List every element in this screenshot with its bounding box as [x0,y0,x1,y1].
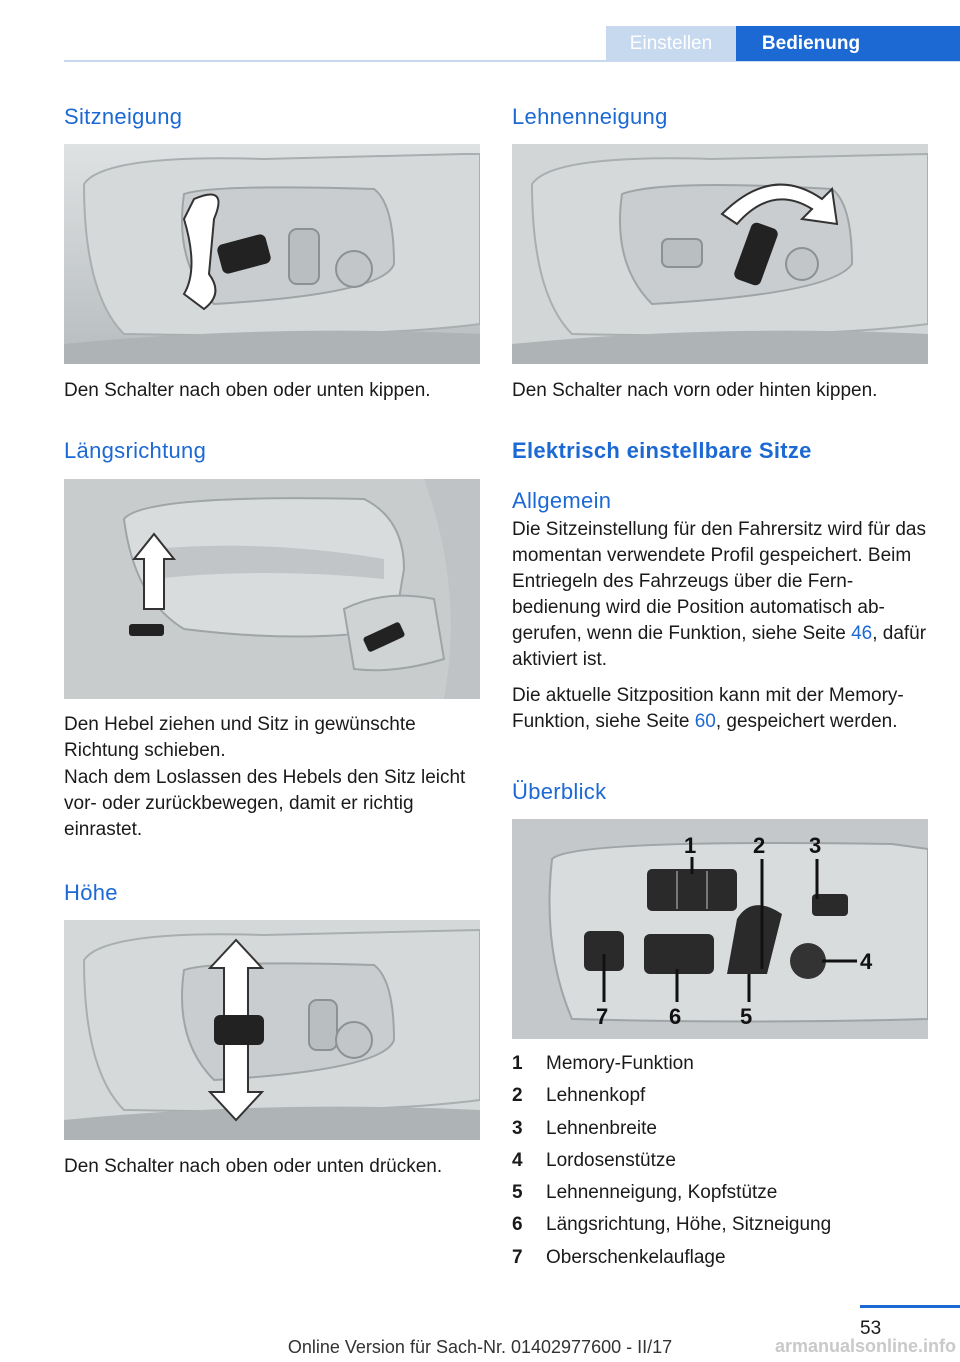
legend-number: 4 [512,1149,523,1171]
page-number: 53 [860,1318,882,1339]
allgemein-text-2a: Die aktuelle Sitzposition kann mit der Memory-Funktion, siehe Seite [512,685,904,732]
allgemein-paragraph-1 [512,517,928,673]
legend-item [512,1245,928,1277]
tab-fill [886,26,960,61]
watermark: armanualsonline.info [774,1336,956,1356]
figure-laengsrichtung [64,479,480,699]
heading-allgemein: Allgemein [512,488,612,513]
legend-number: 5 [512,1182,523,1204]
caption-sitzneigung: Den Schalter nach oben oder unten kippen. [64,380,431,401]
caption-hoehe: Den Schalter nach oben oder unten drücken. [64,1156,443,1177]
legend-number: 3 [512,1117,523,1139]
figure-sitzneigung [64,144,480,364]
tab-einstellen[interactable]: Einstellen [606,26,736,61]
laengs-paragraph-1: Den Hebel ziehen und Sitz in gewünschte Richtung schieben. [64,714,416,761]
legend-text: Lehnenneigung, Kopfstütze [546,1182,778,1204]
caption-lehnenneigung: Den Schalter nach vorn oder hinten kippen. [512,380,878,401]
legend-number: 2 [512,1085,523,1107]
heading-ueberblick: Überblick [512,779,607,804]
bottom-rule [860,1305,960,1308]
callout-5: 5 [740,1004,753,1029]
tab-bedienung[interactable]: Bedienung [736,26,886,61]
legend-item [512,1083,928,1115]
legend-number: 1 [512,1053,523,1074]
legend-item [512,1180,928,1212]
legend-item [512,1116,928,1148]
callout-7: 7 [596,1004,609,1029]
callout-1: 1 [684,833,697,858]
legend-text: Memory-Funktion [546,1053,694,1074]
heading-elektrisch: Elektrisch einstellbare Sitze [512,438,812,463]
link-seite-60[interactable]: 60 [694,711,716,732]
legend-number: 6 [512,1214,523,1236]
legend-item [512,1212,928,1244]
callout-4: 4 [860,949,873,974]
legend-list [512,1051,928,1277]
allgemein-text-1a: Die Sitzeinstellung für den Fahrersitz wird für das momentan verwendete Profil gespeichert. Beim Entriegeln des Fahrzeugs über die Fernbedienung wird die Position automatisch abgerufen, wenn die Funktion, siehe Seite [512,519,926,644]
legend-text: Lehnenbreite [546,1117,657,1139]
figure-ueberblick [512,819,928,1039]
allgemein-text-1b: , dafür aktiviert ist. [512,623,927,670]
allgemein-text-2b: , gespeichert werden. [715,711,898,732]
legend-text: Lehnenkopf [546,1085,646,1107]
legend-text: Längsrichtung, Höhe, Sitzneigung [546,1214,832,1236]
callout-6: 6 [669,1004,682,1029]
link-seite-46[interactable]: 46 [851,623,873,644]
callout-2: 2 [753,833,766,858]
legend-text: Oberschenkelauflage [546,1246,726,1268]
laengs-paragraph-2: Nach dem Loslassen des Hebels den Sitz leicht vor- oder zurückbewegen, damit er richtig einrastet. [64,767,466,840]
heading-lehnenneigung: Lehnenneigung [512,104,668,129]
heading-laengsrichtung: Längsrichtung [64,438,207,463]
figure-hoehe [64,920,480,1140]
heading-hoehe: Höhe [64,880,118,905]
heading-sitzneigung: Sitzneigung [64,104,183,129]
legend-item [512,1051,928,1083]
footer-online-version: Online Version für Sach-Nr. 01402977600 - II/17 [287,1337,673,1357]
legend-text: Lordosenstütze [546,1149,676,1171]
legend-number: 7 [512,1246,523,1268]
callout-3: 3 [809,833,822,858]
legend-item [512,1148,928,1180]
allgemein-paragraph-2 [512,683,928,735]
figure-lehnenneigung [512,144,928,364]
